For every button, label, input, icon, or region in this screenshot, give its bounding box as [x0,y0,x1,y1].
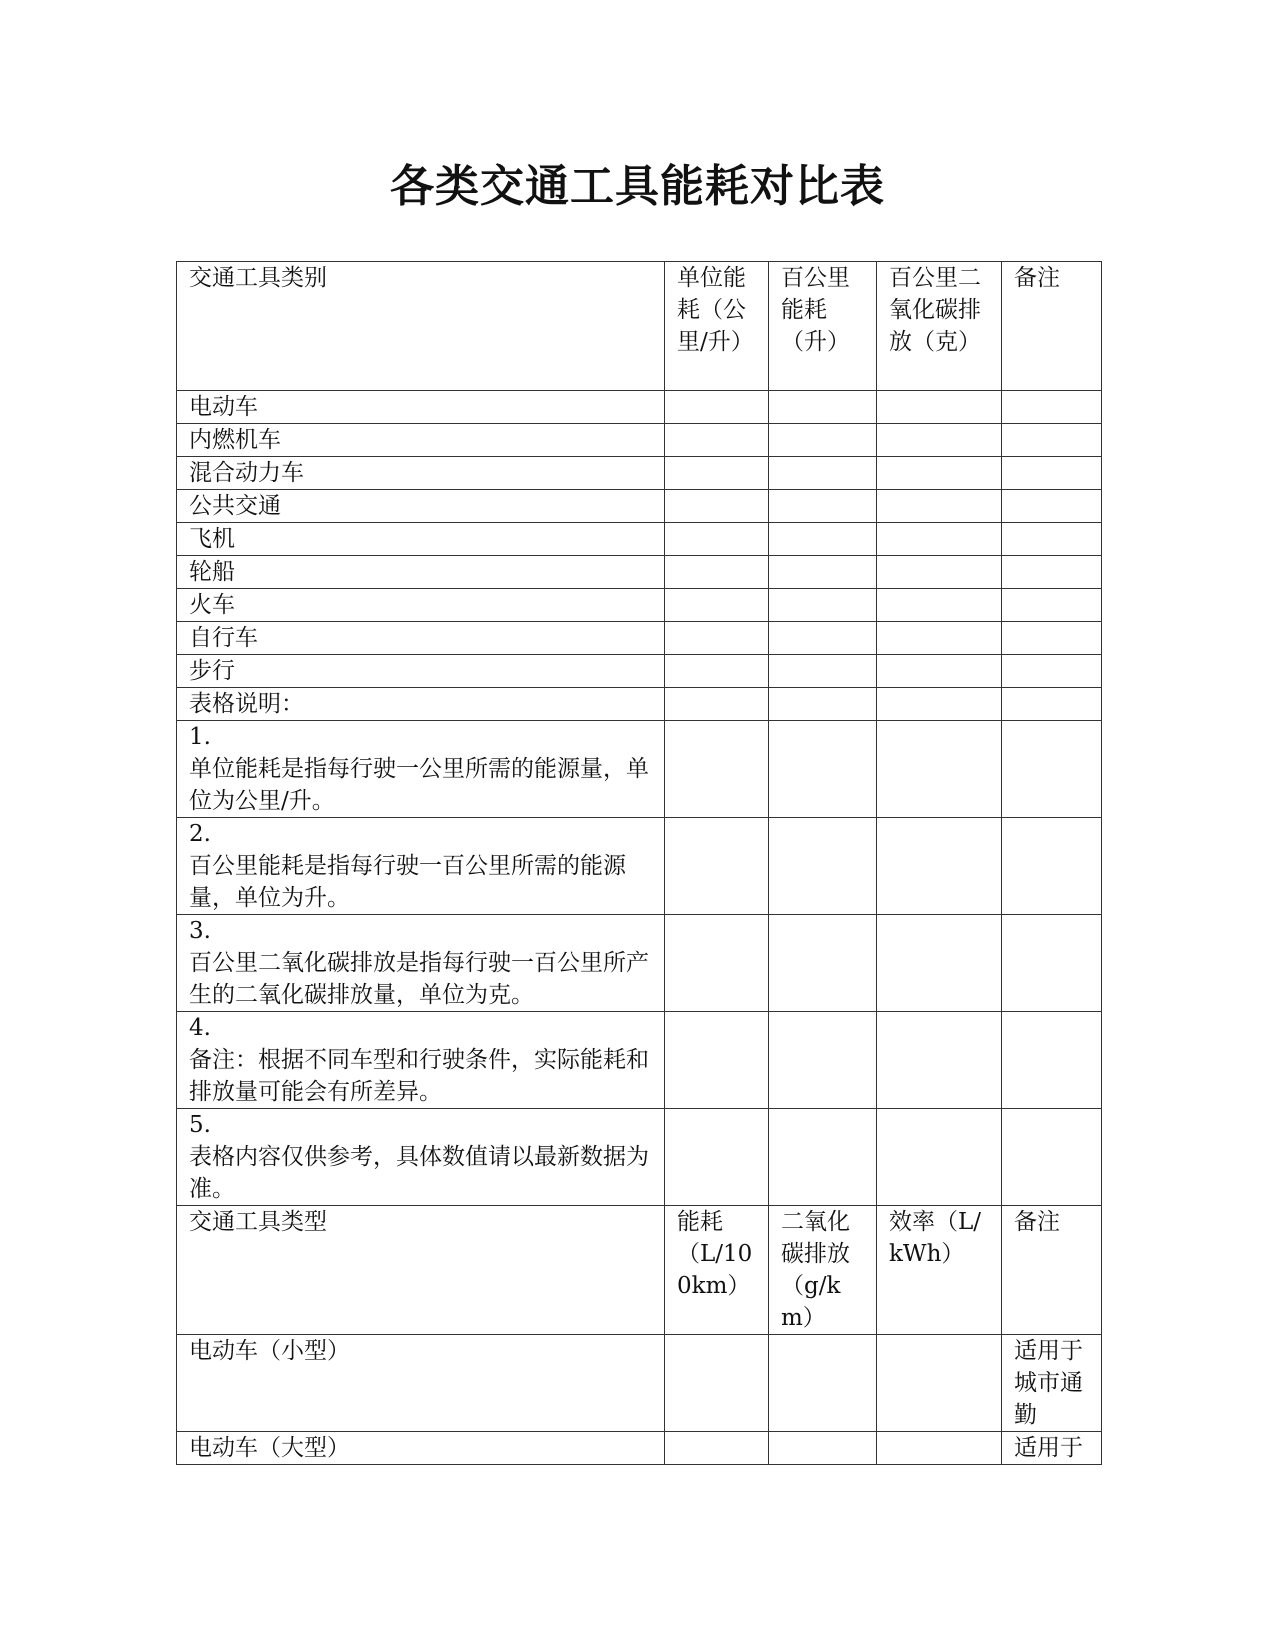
row-label: 公共交通 [177,490,665,523]
empty-cell [769,721,877,818]
empty-cell [665,622,769,655]
table-row [177,457,1102,490]
empty-cell [877,1335,1002,1432]
empty-cell [877,1432,1002,1465]
table-header-row [177,262,1102,391]
empty-cell [1002,1109,1102,1206]
table-row [177,391,1102,424]
header-cell: 单位能耗（公里/升） [665,262,769,391]
note-cell: 适用于 [1002,1432,1102,1465]
row-label: 内燃机车 [177,424,665,457]
empty-cell [877,424,1002,457]
empty-cell [769,622,877,655]
note-text: 表格内容仅供参考，具体数值请以最新数据为准。 [189,1144,649,1202]
empty-cell [665,424,769,457]
energy-table [176,261,1102,1465]
empty-cell [877,688,1002,721]
empty-cell [1002,622,1102,655]
table-row [177,556,1102,589]
note-text: 单位能耗是指每行驶一公里所需的能源量，单位为公里/升。 [189,756,649,814]
empty-cell [665,818,769,915]
empty-cell [769,688,877,721]
table-row [177,424,1102,457]
header-cell: 交通工具类别 [177,262,665,391]
note-text: 备注：根据不同车型和行驶条件，实际能耗和排放量可能会有所差异。 [189,1047,649,1105]
empty-cell [769,1109,877,1206]
empty-cell [877,818,1002,915]
row-label: 步行 [177,655,665,688]
empty-cell [665,655,769,688]
empty-cell [877,556,1002,589]
empty-cell [769,391,877,424]
row-label: 飞机 [177,523,665,556]
empty-cell [665,523,769,556]
note-cell [177,915,665,1012]
empty-cell [665,490,769,523]
empty-cell [1002,523,1102,556]
table-row [177,688,1102,721]
header-cell: 百公里能耗（升） [769,262,877,391]
empty-cell [665,1012,769,1109]
row-label: 电动车（大型） [177,1432,665,1465]
header-cell: 能耗（L/100km） [665,1206,769,1335]
empty-cell [877,490,1002,523]
row-label: 自行车 [177,622,665,655]
table-row [177,1335,1102,1432]
note-text: 百公里能耗是指每行驶一百公里所需的能源量，单位为升。 [189,853,626,911]
note-text: 百公里二氧化碳排放是指每行驶一百公里所产生的二氧化碳排放量，单位为克。 [189,950,649,1008]
table-row [177,1432,1102,1465]
note-cell [177,1012,665,1109]
empty-cell [877,1109,1002,1206]
table-row [177,490,1102,523]
empty-cell [665,688,769,721]
row-label: 电动车（小型） [177,1335,665,1432]
empty-cell [769,523,877,556]
empty-cell [877,721,1002,818]
empty-cell [877,391,1002,424]
table-row [177,523,1102,556]
empty-cell [877,1012,1002,1109]
header-cell: 百公里二氧化碳排放（克） [877,262,1002,391]
table-row-note [177,721,1102,818]
note-cell: 适用于城市通勤 [1002,1335,1102,1432]
table-row-note [177,1109,1102,1206]
empty-cell [1002,589,1102,622]
empty-cell [1002,818,1102,915]
empty-cell [665,589,769,622]
table-row [177,622,1102,655]
empty-cell [877,915,1002,1012]
row-label: 电动车 [177,391,665,424]
empty-cell [1002,1012,1102,1109]
empty-cell [769,457,877,490]
empty-cell [769,490,877,523]
empty-cell [665,1432,769,1465]
note-number: 3. [189,918,211,944]
table-row-note [177,818,1102,915]
empty-cell [1002,721,1102,818]
empty-cell [769,915,877,1012]
header-cell: 二氧化碳排放（g/km） [769,1206,877,1335]
empty-cell [1002,490,1102,523]
header-cell: 交通工具类型 [177,1206,665,1335]
empty-cell [1002,391,1102,424]
empty-cell [665,1335,769,1432]
row-label: 表格说明： [177,688,665,721]
empty-cell [1002,688,1102,721]
empty-cell [769,1012,877,1109]
row-label: 轮船 [177,556,665,589]
note-cell [177,1109,665,1206]
header-cell: 效率（L/kWh） [877,1206,1002,1335]
row-label: 混合动力车 [177,457,665,490]
table-row [177,655,1102,688]
empty-cell [1002,915,1102,1012]
empty-cell [665,457,769,490]
empty-cell [1002,655,1102,688]
empty-cell [769,556,877,589]
empty-cell [665,915,769,1012]
note-number: 5. [189,1112,211,1138]
table-row-note [177,915,1102,1012]
empty-cell [1002,556,1102,589]
note-number: 2. [189,821,211,847]
empty-cell [769,1432,877,1465]
empty-cell [665,721,769,818]
empty-cell [769,655,877,688]
empty-cell [769,589,877,622]
note-number: 4. [189,1015,211,1041]
empty-cell [877,457,1002,490]
note-cell [177,721,665,818]
table-row [177,589,1102,622]
empty-cell [665,391,769,424]
empty-cell [877,622,1002,655]
row-label: 火车 [177,589,665,622]
empty-cell [877,523,1002,556]
table-header-row-2 [177,1206,1102,1335]
empty-cell [877,655,1002,688]
header-cell: 备注 [1002,262,1102,391]
table-row-note [177,1012,1102,1109]
note-number: 1. [189,724,211,750]
empty-cell [1002,424,1102,457]
empty-cell [665,556,769,589]
page-title: 各类交通工具能耗对比表 [390,161,885,212]
note-cell [177,818,665,915]
empty-cell [769,424,877,457]
empty-cell [665,1109,769,1206]
empty-cell [769,818,877,915]
empty-cell [769,1335,877,1432]
header-cell: 备注 [1002,1206,1102,1335]
empty-cell [877,589,1002,622]
empty-cell [1002,457,1102,490]
